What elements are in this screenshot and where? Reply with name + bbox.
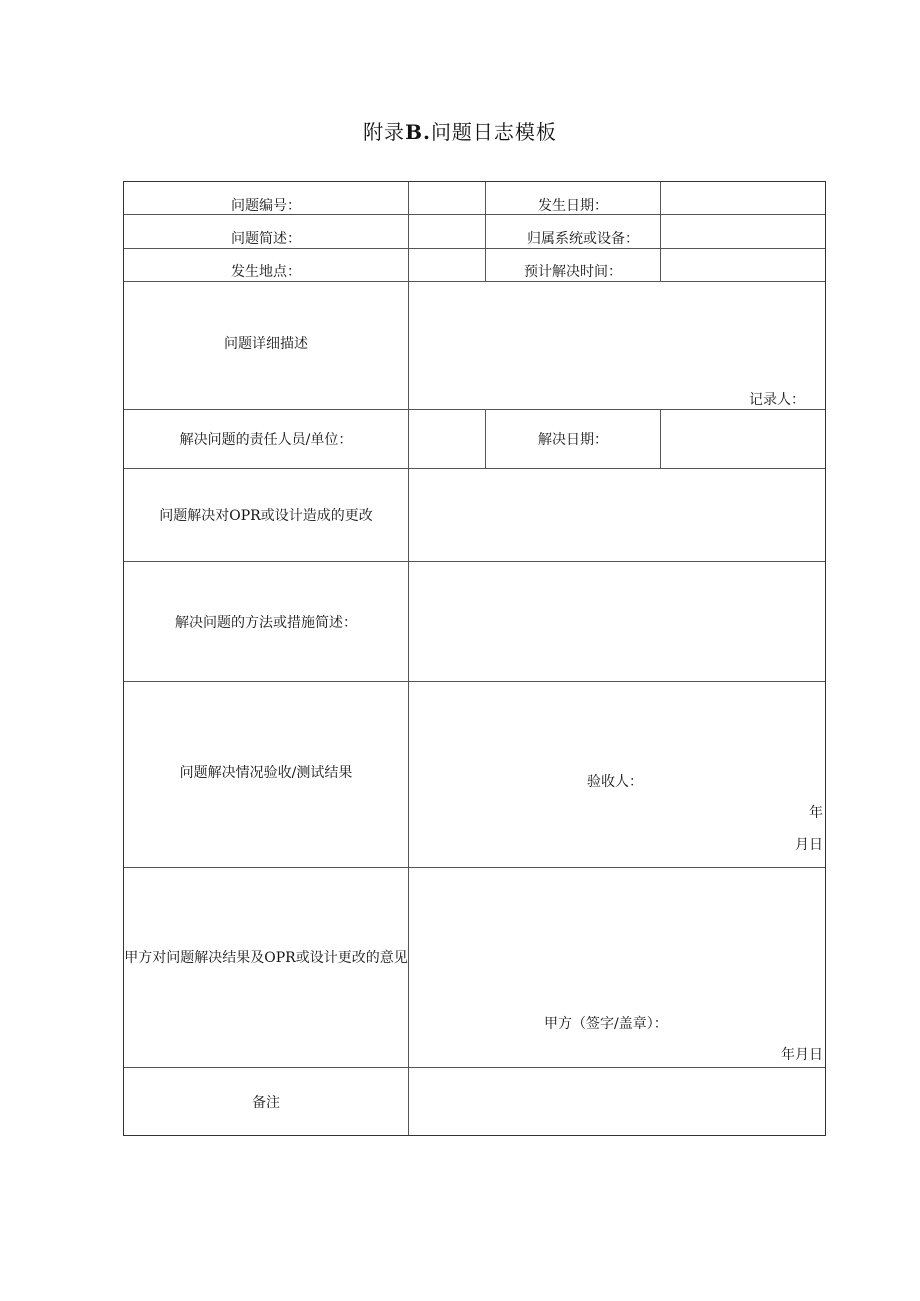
system-label-cell	[486, 215, 660, 248]
label-acceptor: 验收人：	[587, 774, 643, 790]
issue-log-form	[123, 181, 826, 1136]
expected-time-label-cell	[486, 249, 660, 281]
label-month-day: 月日	[795, 837, 823, 853]
party-a-opinion-cell	[124, 868, 408, 1067]
label-opr-change: 问题解决对OPR或设计造成的更改	[159, 508, 373, 524]
label-year-month-day: 年月日	[781, 1047, 823, 1063]
label-method: 解决问题的方法或措施简述：	[175, 614, 357, 631]
label-occur-date: 发生日期：	[538, 198, 608, 214]
label-remarks: 备注	[252, 1094, 280, 1111]
label-recorder: 记录人：	[749, 392, 805, 408]
label-issue-no: 问题编号：	[231, 198, 301, 214]
label-party-a-opinion: 甲方对问题解决结果及OPR或设计更改的意见	[124, 950, 408, 966]
acceptance-value-cell	[409, 682, 825, 867]
label-system: 归属系统或设备：	[527, 231, 639, 247]
label-party-a-sign: 甲方（签字/盖章）：	[544, 1016, 668, 1032]
detail-value-cell	[409, 282, 825, 409]
occur-date-label-cell	[486, 182, 660, 214]
party-a-value-cell	[409, 868, 825, 1067]
label-location: 发生地点：	[231, 264, 301, 280]
label-resolve-date: 解决日期：	[538, 432, 608, 448]
label-acceptance: 问题解决情况验收/测试结果	[179, 764, 353, 781]
label-responsible: 解决问题的责任人员/单位：	[179, 432, 353, 448]
label-expected-time: 预计解决时间：	[524, 264, 622, 280]
page-title: 附录B.问题日志模板	[363, 120, 557, 144]
column-divider	[660, 409, 661, 468]
label-issue-brief: 问题简述：	[231, 231, 301, 247]
label-year: 年	[809, 805, 823, 821]
label-detail: 问题详细描述	[224, 336, 308, 352]
